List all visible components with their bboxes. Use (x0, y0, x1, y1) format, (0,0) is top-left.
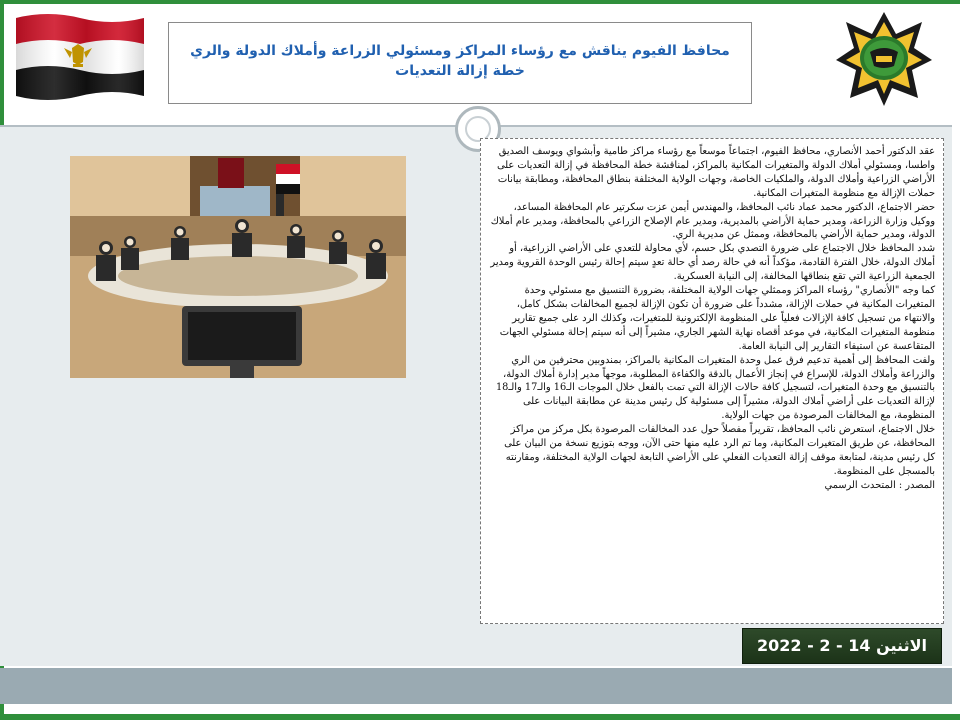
body-paragraph: خلال الاجتماع، استعرض نائب المحافظ، تقريراً مفصلاً حول عدد المخالفات المرصودة بكل مركز من مراكز المحافظة، عن طريق المتغيرات المكانية، وما تم الرد عليه منها حتى الآن، ووجه بتوزيع نسخة من البيان على كل رئيس مدينة، لمتابعة موقف إزالة التعديات الفعلي على الأراضي التابعة لجهات الولاية المختلفة، ومقارنته بالمسجل على المنظومة. (504, 424, 935, 477)
date-badge: الاثنين 14 - 2 - 2022 (742, 628, 942, 664)
bottom-bar (0, 668, 952, 704)
body-paragraph: كما وجه "الأنصاري" رؤساء المراكز وممثلي جهات الولاية المختلفة، بضرورة التنسيق مع مسئولي وحدة المتغيرات المكانية في حملات الإزالة، مشدداً على ضرورة أن تكون الإزالة لجميع المخالفات بشكل كامل، والانتهاء من تسجيل كافة الإزالات فعلياً على المنظومة الإلكترونية للمتغيرات، وكذلك الرد على جميع تقارير منظومة المتغيرات المكانية، في موعد أقصاه نهاية الشهر الجاري، مشيراً إلى أنه سيتم إحالة مسئولي الجهات المتقاعسة عن استيفاء التقارير إلى النيابة العامة. (499, 285, 935, 352)
article-body (480, 138, 944, 624)
body-paragraph: عقد الدكتور أحمد الأنصاري، محافظ الفيوم، اجتماعاً موسعاً مع رؤساء مراكز طامية وأبشواي ويوسف الصديق واطسا، ومسئولي أملاك الدولة والمتغيرات المكانية بالمراكز، لمناقشة خطة المحافظة في إزالة التعديات على الأراضي الزراعية وأملاك الدولة، والملكيات الخاصة، وجهات الولاية المختلفة بنطاق المحافظة، ومطابقة بيانات حملات الإزالة مع منظومة المتغيرات المكانية. (497, 146, 935, 199)
source-line: المصدر : المتحدث الرسمي (824, 479, 935, 491)
fayoum-governorate-logo-icon (832, 8, 936, 108)
body-paragraph: ولفت المحافظ إلى أهمية تدعيم فرق عمل وحدة المتغيرات المكانية بالمراكز، بمندوبين محترفين من الري والزراعة وأملاك الدولة، للإسراع في إنجاز الأعمال بالدقة والكفاءة المطلوبة، موجهاً مدير إدارة أملاك الدولة، بالتنسيق مع وحدة المتغيرات، لتسجيل كافة حالات الإزالة التي تمت بالفعل خلال الموجات الـ16 والـ17 والـ18 لإزالة التعديات على أراضي أملاك الدولة، مشيراً إلى مسئولية كل رئيس مدينة عن مطابقة البيانات على المنظومة، مع المخالفات المرصودة من جهات الولاية. (495, 354, 935, 422)
body-paragraph: حضر الاجتماع، الدكتور محمد عماد نائب المحافظ، والمهندس أيمن عزت سكرتير عام المحافظة المساعد، ووكيل وزارة الزراعة، ومدير حماية الأراضي بالمديرية، ومدير عام الإصلاح الزراعي بالمحافظة، ومدير عام أملاك الدولة، ومدير حماية الأراضي بالمحافظة، وممثل عن مديرية الري. (490, 201, 935, 241)
meeting-photo (70, 156, 406, 378)
egypt-flag-icon (12, 8, 148, 104)
body-paragraph: شدد المحافظ خلال الاجتماع على ضرورة التصدي بكل حسم، لأي محاولة للتعدي على الأراضي الزراعية، أو أملاك الدولة، خلال الفترة القادمة، مؤكداً أنه في حالة رصد أي حالة تعدٍ سيتم إحالة رئيس الوحدة القروية ومدير الجمعية الزراعية التي تقع بنطاقها المخالفة، إلى النيابة العسكرية. (490, 243, 935, 283)
article-title: محافظ الفيوم يناقش مع رؤساء المراكز ومسئولي الزراعة وأملاك الدولة والري خطة إزالة التعديات (168, 22, 752, 104)
